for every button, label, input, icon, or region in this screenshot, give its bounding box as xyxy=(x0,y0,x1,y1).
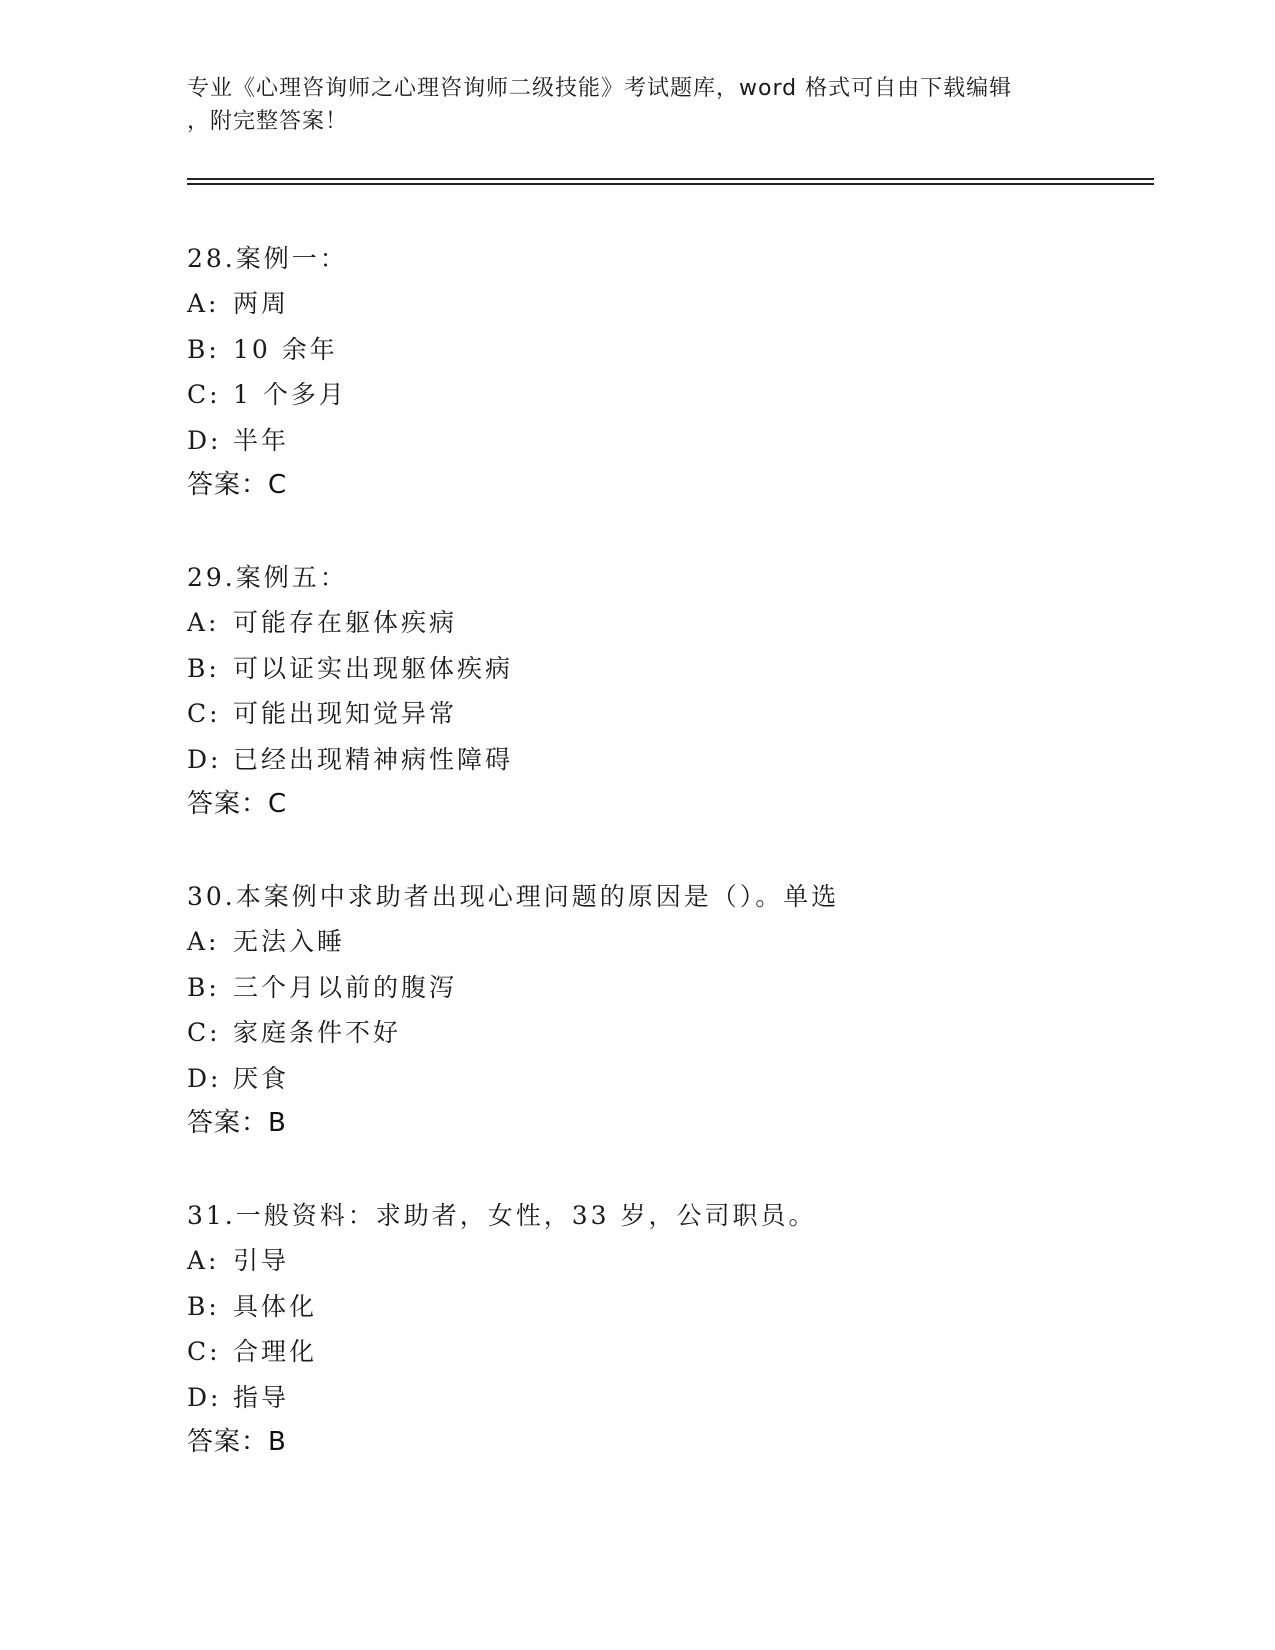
document-header xyxy=(187,72,1087,138)
option-a xyxy=(187,281,1154,327)
option-letter: B: xyxy=(187,972,220,1002)
option-text: 无法入睡 xyxy=(233,927,346,956)
option-text: 厌食 xyxy=(233,1063,290,1093)
option-b xyxy=(187,965,1154,1011)
option-a xyxy=(187,1238,1154,1284)
option-d xyxy=(187,1375,1154,1421)
question-list xyxy=(187,236,1154,1512)
option-letter: C: xyxy=(187,380,221,409)
option-letter: C: xyxy=(187,1018,221,1047)
option-c xyxy=(187,691,1154,737)
option-letter: C: xyxy=(187,699,221,728)
option-text: 合理化 xyxy=(233,1337,318,1366)
option-b xyxy=(187,1284,1154,1330)
option-b xyxy=(187,646,1154,692)
option-letter: B: xyxy=(187,334,220,364)
question-30 xyxy=(187,874,1154,1193)
option-d xyxy=(187,1056,1154,1102)
option-text: 家庭条件不好 xyxy=(233,1018,402,1047)
option-text: 两周 xyxy=(233,289,290,318)
question-28 xyxy=(187,236,1154,555)
option-letter: A: xyxy=(187,289,220,318)
option-letter: C: xyxy=(187,1337,221,1366)
option-letter: A: xyxy=(187,1246,220,1275)
option-letter: D: xyxy=(187,744,222,774)
option-text: 具体化 xyxy=(233,1291,318,1321)
answer-line: 答案：B xyxy=(187,1427,287,1457)
header-divider-bottom xyxy=(187,183,1154,185)
option-text: 引导 xyxy=(233,1246,290,1275)
header-line-2: ，附完整答案！ xyxy=(187,109,349,134)
option-a xyxy=(187,600,1154,646)
option-letter: A: xyxy=(187,608,220,637)
option-c xyxy=(187,372,1154,418)
option-text: 可能存在躯体疾病 xyxy=(233,608,458,637)
option-text: 10 余年 xyxy=(233,334,338,364)
question-stem: 30.本案例中求助者出现心理问题的原因是（）。单选 xyxy=(187,882,840,911)
option-letter: A: xyxy=(187,927,220,956)
header-line-1: 专业《心理咨询师之心理咨询师二级技能》考试题库，word 格式可自由下载编辑 xyxy=(187,76,1013,101)
option-d xyxy=(187,418,1154,464)
option-letter: B: xyxy=(187,1291,220,1321)
question-stem: 28.案例一： xyxy=(187,244,348,273)
option-d xyxy=(187,737,1154,783)
answer-line: 答案：B xyxy=(187,1108,287,1138)
option-text: 可以证实出现躯体疾病 xyxy=(233,653,514,683)
option-letter: B: xyxy=(187,653,220,683)
option-text: 可能出现知觉异常 xyxy=(233,699,458,728)
question-31 xyxy=(187,1193,1154,1512)
option-text: 已经出现精神病性障碍 xyxy=(233,744,514,774)
answer-line: 答案：C xyxy=(187,470,288,500)
option-c xyxy=(187,1329,1154,1375)
question-29 xyxy=(187,555,1154,874)
option-c xyxy=(187,1010,1154,1056)
option-text: 半年 xyxy=(233,425,290,455)
header-divider-top xyxy=(187,178,1154,180)
question-stem: 31.一般资料：求助者，女性，33 岁，公司职员。 xyxy=(187,1201,817,1230)
answer-line: 答案：C xyxy=(187,789,288,819)
option-b xyxy=(187,327,1154,373)
option-letter: D: xyxy=(187,1382,222,1412)
option-text: 三个月以前的腹泻 xyxy=(233,972,458,1002)
question-stem: 29.案例五： xyxy=(187,563,348,592)
option-letter: D: xyxy=(187,425,222,455)
option-a xyxy=(187,919,1154,965)
option-text: 1 个多月 xyxy=(233,380,347,409)
option-letter: D: xyxy=(187,1063,222,1093)
option-text: 指导 xyxy=(233,1382,290,1412)
